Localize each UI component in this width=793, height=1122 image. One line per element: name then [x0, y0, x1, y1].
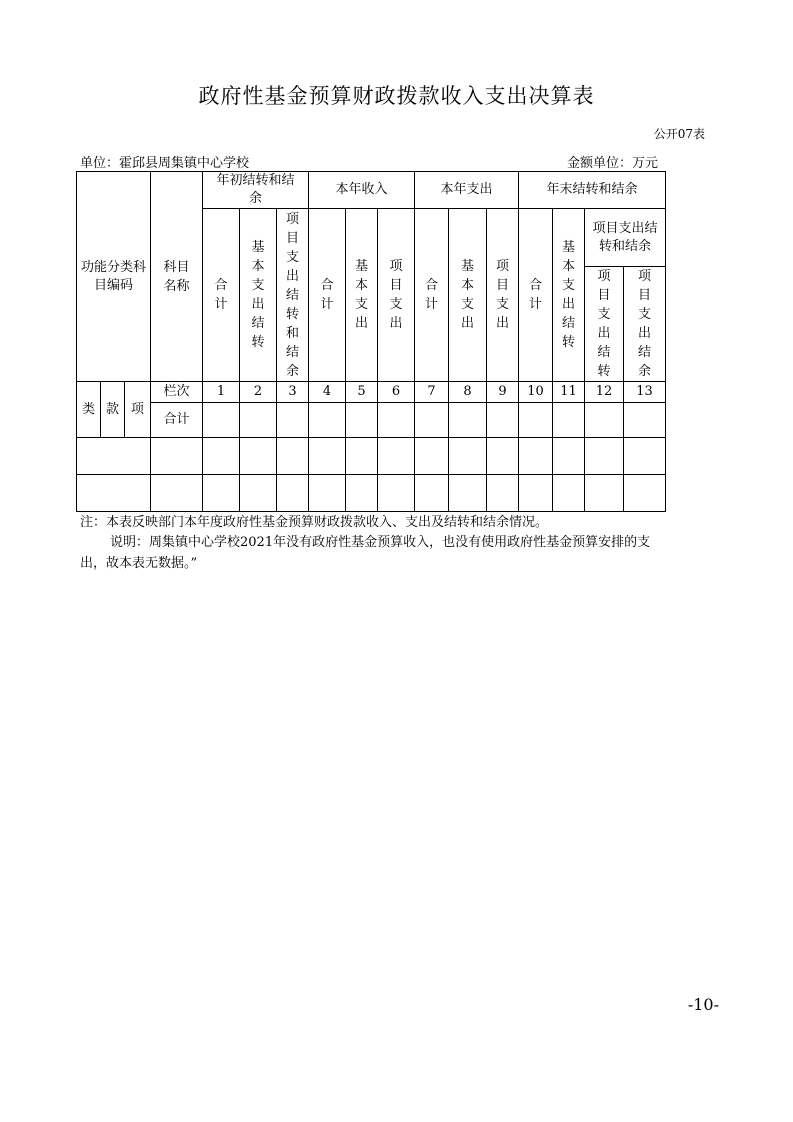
header-current-income: 本年收入: [309, 172, 415, 209]
empty-cell: [415, 403, 449, 438]
header-end-basic-carry: 基本支出结转: [553, 209, 585, 382]
header-end-project-balance: 项目支出结余: [624, 267, 666, 382]
empty-cell: [487, 403, 519, 438]
header-begin-basic-carry: 基本支出结转: [240, 209, 277, 382]
empty-cell: [624, 403, 666, 438]
empty-cell: [77, 475, 151, 512]
page-title: 政府性基金预算财政拨款收入支出决算表: [198, 84, 595, 108]
header-begin-balance: 年初结转和结余: [203, 172, 309, 209]
empty-cell: [487, 475, 519, 512]
empty-cell: [346, 475, 378, 512]
header-begin-total: 合计: [203, 209, 240, 382]
fund-budget-table: [76, 171, 666, 512]
empty-cell: [378, 438, 415, 475]
empty-cell: [203, 403, 240, 438]
empty-cell: [240, 403, 277, 438]
form-code: 公开07表: [653, 127, 705, 141]
column-number: 8: [449, 382, 487, 403]
header-section: 款: [101, 382, 125, 438]
empty-cell: [415, 475, 449, 512]
empty-cell: [309, 475, 346, 512]
column-number: 13: [624, 382, 666, 403]
header-begin-project-carry-balance: 项目支出结转和结余: [277, 209, 309, 382]
page-number: -10-: [687, 995, 719, 1014]
column-number: 6: [378, 382, 415, 403]
header-category: 类: [77, 382, 101, 438]
column-number: 11: [553, 382, 585, 403]
empty-cell: [519, 475, 553, 512]
table-explanation: 说明：周集镇中心学校2021年没有政府性基金预算收入，也没有使用政府性基金预算安排的支出，故本表无数据。”: [80, 535, 651, 571]
header-end-balance: 年末结转和结余: [519, 172, 666, 209]
empty-cell: [309, 438, 346, 475]
empty-cell: [415, 438, 449, 475]
header-current-expense: 本年支出: [415, 172, 519, 209]
header-income-basic: 基本支出: [346, 209, 378, 382]
header-end-project-carry-balance: 项目支出结转和结余: [585, 209, 666, 267]
empty-cell: [519, 403, 553, 438]
empty-cell: [624, 475, 666, 512]
empty-cell: [378, 403, 415, 438]
empty-cell: [585, 475, 624, 512]
header-expense-basic: 基本支出: [449, 209, 487, 382]
header-subject-name: 科目名称: [151, 172, 203, 382]
header-income-total: 合计: [309, 209, 346, 382]
empty-cell: [378, 475, 415, 512]
column-number: 7: [415, 382, 449, 403]
empty-cell: [240, 438, 277, 475]
empty-cell: [519, 438, 553, 475]
empty-cell: [151, 438, 203, 475]
empty-cell: [77, 438, 151, 475]
empty-cell: [449, 475, 487, 512]
empty-cell: [277, 403, 309, 438]
column-number: 3: [277, 382, 309, 403]
empty-cell: [151, 475, 203, 512]
header-func-code: 功能分类科目编码: [77, 172, 151, 382]
column-number: 10: [519, 382, 553, 403]
header-end-project-carry: 项目支出结转: [585, 267, 624, 382]
empty-cell: [449, 438, 487, 475]
column-number: 1: [203, 382, 240, 403]
empty-cell: [449, 403, 487, 438]
empty-cell: [553, 403, 585, 438]
column-number: 4: [309, 382, 346, 403]
empty-cell: [346, 403, 378, 438]
empty-cell: [585, 403, 624, 438]
header-end-total: 合计: [519, 209, 553, 382]
empty-cell: [553, 475, 585, 512]
column-number: 2: [240, 382, 277, 403]
empty-cell: [240, 475, 277, 512]
sum-row-label: 合计: [151, 403, 203, 438]
header-item: 项: [125, 382, 151, 438]
empty-cell: [624, 438, 666, 475]
empty-cell: [553, 438, 585, 475]
column-number: 12: [585, 382, 624, 403]
empty-cell: [585, 438, 624, 475]
empty-cell: [277, 475, 309, 512]
empty-cell: [309, 403, 346, 438]
amount-unit-label: 金额单位：万元: [566, 156, 658, 171]
empty-cell: [487, 438, 519, 475]
unit-label: 单位：霍邱县周集镇中心学校: [80, 156, 250, 171]
column-number: 5: [346, 382, 378, 403]
empty-cell: [346, 438, 378, 475]
empty-cell: [203, 475, 240, 512]
empty-cell: [277, 438, 309, 475]
header-income-project: 项目支出: [378, 209, 415, 382]
column-index-label: 栏次: [151, 382, 203, 403]
table-note: 注：本表反映部门本年度政府性基金预算财政拨款收入、支出及结转和结余情况。: [80, 515, 549, 530]
header-expense-project: 项目支出: [487, 209, 519, 382]
empty-cell: [203, 438, 240, 475]
header-expense-total: 合计: [415, 209, 449, 382]
column-number: 9: [487, 382, 519, 403]
